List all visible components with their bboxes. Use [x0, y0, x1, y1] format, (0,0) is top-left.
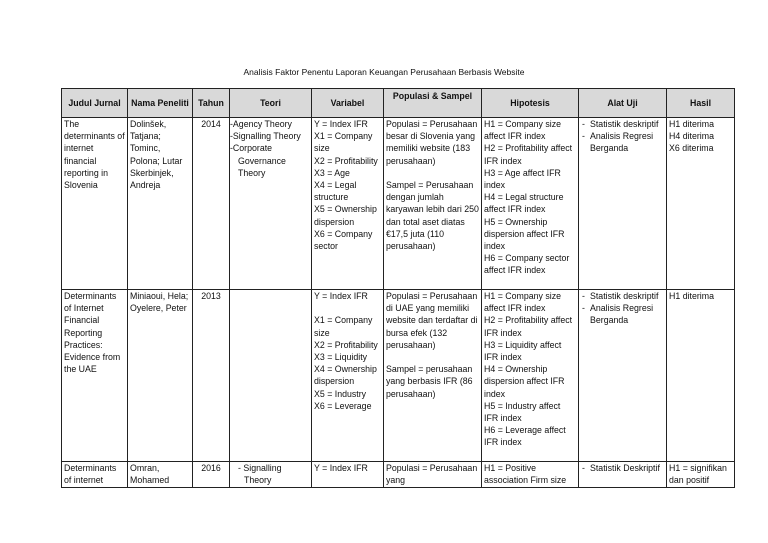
cell-teori-line: Theory — [244, 475, 272, 486]
cell-hipotesis: H1 = Company size affect IFR index H2 = Profitability affect IFR index H3 = Liquidity affect IFR index H4 = Ownership dispersion affect IFR index H5 = Industry affect IFR index H6 = Leverage affect IFR index — [484, 291, 573, 448]
cell-alat-uji — [581, 290, 664, 327]
cell-variabel: Y = Index IFR X1 = Company size X2 = Profitability X3 = Liquidity X4 = Ownership dispersion X5 = Industry X6 = Leverage — [314, 291, 378, 411]
cell-teori-empty — [230, 290, 312, 462]
header-judul-jurnal: Judul Jurnal — [62, 89, 128, 118]
cell-judul: Determinants of Internet Financial Reporting Practices: Evidence from the UAE — [64, 291, 121, 375]
cell-teori-line: Theory — [238, 167, 266, 178]
cell-tahun: 2013 — [201, 291, 221, 301]
cell-alat-uji — [581, 462, 664, 474]
table-row — [62, 290, 735, 462]
table-row — [62, 462, 735, 488]
header-nama-peneliti: Nama Peneliti — [128, 89, 193, 118]
list-item: - Statistik Deskriptif — [581, 462, 664, 474]
cell-hasil: H1 diterima H4 diterima X6 diterima — [669, 119, 714, 154]
list-item: - Analisis Regresi Berganda — [581, 302, 664, 326]
cell-peneliti: Omran, Mohamed — [130, 463, 170, 486]
cell-teori-line: - Signalling — [238, 463, 282, 473]
cell-peneliti: Dolinšek, Tatjana; Tominc, Polona; Lutar Skerbinjek, Andreja — [130, 119, 183, 191]
cell-teori-line: -Corporate — [230, 143, 273, 154]
list-item: - Statistik deskriptif — [581, 290, 664, 302]
cell-judul: Determinants of internet — [64, 463, 117, 486]
cell-hasil: H1 diterima — [669, 291, 714, 301]
cell-alat-uji — [581, 118, 664, 155]
header-populasi-sampel: Populasi & Sampel — [384, 89, 482, 118]
header-variabel: Variabel — [312, 89, 384, 118]
cell-tahun: 2016 — [201, 463, 221, 473]
cell-tahun: 2014 — [201, 119, 221, 129]
header-tahun: Tahun — [193, 89, 230, 118]
header-hipotesis: Hipotesis — [482, 89, 579, 118]
cell-peneliti: Miniaoui, Hela; Oyelere, Peter — [130, 291, 189, 314]
cell-hipotesis: H1 = Positive association Firm size — [484, 463, 567, 486]
cell-teori-line: -Agency Theory — [230, 119, 292, 129]
header-alat-uji: Alat Uji — [579, 89, 667, 118]
page-title: Analisis Faktor Penentu Laporan Keuangan Perusahaan Berbasis Website — [243, 67, 525, 77]
table-header-row — [62, 89, 735, 118]
header-teori: Teori — [230, 89, 312, 118]
list-item: - Analisis Regresi Berganda — [581, 130, 664, 154]
cell-variabel: Y = Index IFR X1 = Company size X2 = Profitability X3 = Age X4 = Legal structure X5 = Ownership dispersion X6 = Company sector — [314, 119, 378, 252]
cell-teori-line: Governance — [238, 155, 286, 166]
cell-populasi-sampel: Populasi = Perusahaan besar di Slovenia yang memiliki website (183 perusahaan) Sampel = Perusahaan dengan jumlah karyawan lebih dari 250 dan total aset diatas €17,5 juta (110 perusahaan) — [386, 119, 479, 252]
header-hasil: Hasil — [667, 89, 735, 118]
cell-judul: The determinants of internet financial reporting in Slovenia — [64, 119, 125, 191]
cell-hipotesis: H1 = Company size affect IFR index H2 = Profitability affect IFR index H3 = Age affect IFR index H4 = Legal structure affect IFR index H5 = Ownership dispersion affect IFR index H6 = Company sector affect IFR index — [484, 119, 573, 276]
list-item: - Statistik deskriptif — [581, 118, 664, 130]
literature-table — [61, 88, 735, 488]
cell-teori-line: -Signalling Theory — [230, 131, 301, 142]
table-row — [62, 118, 735, 290]
cell-hasil: H1 = signifikan dan positif — [669, 463, 727, 486]
cell-variabel: Y = Index IFR — [314, 463, 368, 473]
cell-populasi-sampel: Populasi = Perusahaan di UAE yang memiliki website dan terdaftar di bursa efek (132 perusahaan) Sampel = perusahaan yang berbasis IFR (86 perusahaan) — [386, 291, 478, 399]
cell-populasi-sampel: Populasi = Perusahaan yang — [386, 463, 478, 486]
